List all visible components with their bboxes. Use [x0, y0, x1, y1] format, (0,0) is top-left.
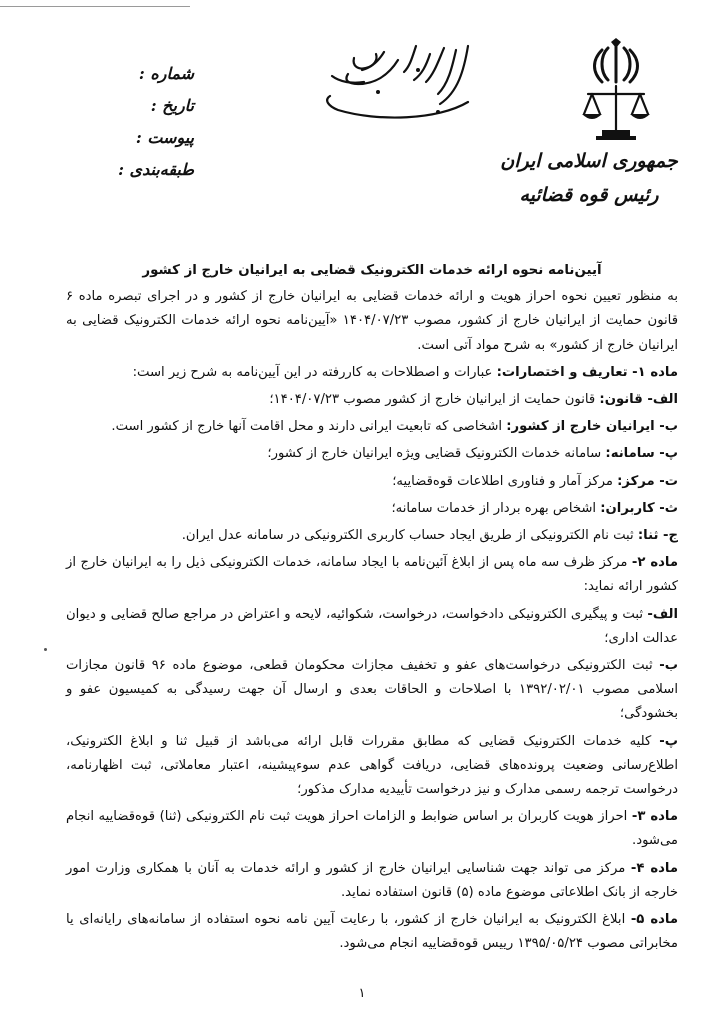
definition-text: اشخاص بهره بردار از خدمات سامانه؛ — [391, 500, 601, 516]
definition-term: ت- مرکز: — [617, 473, 678, 489]
article-2 — [66, 551, 678, 599]
definition-text: ثبت نام الکترونیکی از طریق ایجاد حساب کاربری الکترونیکی در سامانه عدل ایران. — [181, 528, 638, 544]
definition-term: ب- ایرانیان خارج از کشور: — [506, 419, 678, 435]
meta-label-attachment: پیوست : — [135, 128, 194, 147]
meta-label-classification: طبقه‌بندی : — [118, 160, 194, 179]
article-1-text: عبارات و اصطلاحات به کاررفته در این آیین‌نامه به شرح زیر است: — [132, 364, 497, 380]
article-3-heading: ماده ۳- — [631, 809, 678, 825]
definition-item — [66, 470, 678, 494]
country-name: جمهوری اسلامی ایران — [500, 150, 678, 172]
service-term: پ- — [659, 733, 678, 749]
article-1 — [66, 361, 678, 385]
article-3 — [66, 805, 678, 853]
service-term: الف- — [647, 606, 678, 622]
definition-item — [66, 442, 678, 466]
article-1-heading: ماده ۱- تعاریف و اختصارات: — [496, 364, 678, 380]
definition-text: اشخاصی که تابعیت ایرانی دارند و محل اقامت آنها خارج از کشور است. — [111, 419, 507, 435]
top-rule — [0, 6, 190, 7]
article-4-text: مرکز می تواند جهت شناسایی ایرانیان خارج از کشور و ارائه خدمات به آنان با همکاری وزارت امور خارجه از بانک اطلاعاتی موضوع ماده (۵) قانون استفاده نماید. — [66, 860, 678, 900]
office-title: رئیس قوه قضائیه — [519, 184, 659, 206]
article-4 — [66, 857, 678, 905]
definition-term: الف- قانون: — [599, 392, 678, 408]
article-5-heading: ماده ۵- — [630, 912, 678, 928]
article-5-text: ابلاغ الکترونیک به ایرانیان خارج از کشور، با رعایت آیین نامه نحوه استفاده از سامانه‌های رایانه‌ای یا مخابراتی مصوب ۱۳۹۵/۰۵/۲۴ رییس قوه‌قضاییه انجام می‌شود. — [66, 912, 678, 952]
meta-label-date: تاریخ : — [150, 96, 194, 115]
article-4-heading: ماده ۴- — [630, 860, 679, 876]
emblem-icon — [578, 38, 654, 142]
service-item — [66, 603, 678, 651]
service-text: کلیه خدمات الکترونیک قضایی که مطابق مقررات قابل ارائه می‌باشد از قبیل ثنا و ابلاغ الکترونیک، اطلاع‌رسانی وضعیت پرونده‌های قضایی، دریافت گواهی عدم سوءپیشینه، اعتبار معاملاتی، ثبت اظهارنامه، درخواست ترجمه رسمی مدارک و نیز درخواست تأییدیه مدارک مذکور؛ — [66, 733, 678, 798]
document-title: آیین‌نامه نحوه ارائه خدمات الکترونیک قضایی به ایرانیان خارج از کشور — [142, 263, 602, 278]
meta-label-number: شماره : — [138, 64, 194, 83]
article-5 — [66, 908, 678, 956]
service-term: ب- — [659, 658, 678, 674]
service-item — [66, 654, 678, 727]
definition-item — [66, 524, 678, 548]
page-number: ۱ — [358, 986, 366, 1001]
article-3-text: احراز هویت کاربران بر اساس ضوابط و الزامات احراز هویت ثبت نام الکترونیکی (ثنا) قوه‌قضاییه انجام می‌شود. — [66, 809, 678, 849]
definition-text: سامانه خدمات الکترونیک قضایی ویژه ایرانیان خارج از کشور؛ — [267, 446, 606, 462]
definition-item — [66, 497, 678, 521]
definition-term: ث- کاربران: — [600, 500, 678, 516]
service-text: ثبت و پیگیری الکترونیکی دادخواست، درخواست، شکوائیه، لایحه و اعتراض در مراجع صالح قضایی و دیوان عدالت اداری؛ — [66, 606, 678, 646]
article-2-text: مرکز ظرف سه ماه پس از ابلاغ آئین‌نامه با ایجاد سامانه، خدمات الکترونیکی ذیل را به ایرانیان خارج از کشور ارائه نماید: — [66, 555, 678, 595]
scan-speck — [44, 648, 47, 651]
definition-term: پ- سامانه: — [605, 446, 678, 462]
definition-text: قانون حمایت از ایرانیان خارج از کشور مصوب ۱۴۰۴/۰۷/۲۳؛ — [269, 392, 600, 408]
definition-term: ج- ثنا: — [637, 528, 678, 544]
service-item — [66, 730, 678, 803]
basmala-calligraphy-icon — [318, 40, 476, 128]
service-text: ثبت الکترونیکی درخواست‌های عفو و تخفیف مجازات محکومان قطعی، موضوع ماده ۹۶ قانون مجازات اسلامی مصوب ۱۳۹۲/۰۲/۰۱ با اصلاحات و الحاقات بعدی و ارسال آن جهت رسیدگی به کمیسیون عفو و بخشودگی؛ — [66, 658, 679, 722]
article-2-heading: ماده ۲- — [631, 555, 678, 571]
definition-text: مرکز آمار و فناوری اطلاعات قوه‌قضاییه؛ — [392, 473, 618, 489]
definition-item — [66, 388, 678, 412]
issuer-block — [494, 144, 684, 212]
intro-paragraph: به منظور تعیین نحوه احراز هویت و ارائه خدمات قضایی به ایرانیان خارج از کشور و در اجرای تبصره ماده ۶ قانون حمایت از ایرانیان خارج از کشور، مصوب ۱۴۰۴/۰۷/۲۳ «آیین‌نامه نحوه ارائه خدمات الکترونیک قضایی به ایرانیان خارج از کشور» به شرح مواد آتی است. — [66, 289, 678, 353]
document-body — [66, 259, 678, 959]
definition-item — [66, 415, 678, 439]
meta-labels — [108, 58, 194, 186]
